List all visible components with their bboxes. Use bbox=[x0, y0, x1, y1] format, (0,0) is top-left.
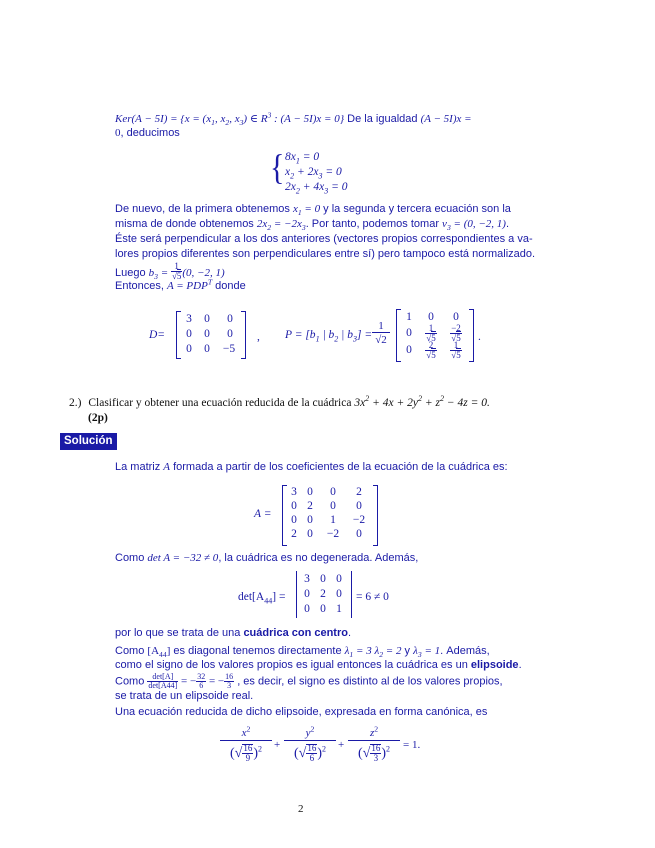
matrix-a bbox=[282, 485, 378, 545]
det-cell: 0 bbox=[320, 573, 326, 585]
a-cell: 0 bbox=[307, 528, 313, 540]
d-cell: 0 bbox=[227, 328, 233, 340]
problem-2-points: (2p) bbox=[88, 412, 108, 424]
p-scalar: 1 √2 bbox=[372, 320, 390, 347]
ker-expression: $Ker(A - 5I) = \{x = (x_1$, $x_2$, $x_3$) ∈ $R^3$ : (A − 5I)x = 0} bbox=[115, 110, 345, 128]
sol-line-5: como el signo de los valores propios es igual entonces la cuádrica es un elipsoide. bbox=[115, 659, 522, 671]
d-cell: 3 bbox=[186, 313, 192, 325]
d-cell: 0 bbox=[186, 328, 192, 340]
a-cell: −2 bbox=[326, 528, 340, 540]
term-x: $x^2$ (√ $\frac{16}{9}$ )$^2$ bbox=[220, 726, 272, 767]
ker-equation: (A − 5I)x = bbox=[420, 113, 472, 125]
p-frac: $\frac{1}{√5}$ bbox=[426, 323, 436, 343]
p-frac: $\frac{1}{√5}$ bbox=[451, 340, 461, 360]
det-cell: 0 bbox=[304, 603, 310, 615]
para2-line-4: lores propios diferentes son perpendiculares entre sí) pero tampoco está normalizado. bbox=[115, 248, 536, 260]
para2-line-1: De nuevo, de la primera obtenemos $x_1 = 0$ y la segunda y tercera ecuación son la bbox=[115, 203, 511, 218]
a-cell: 2 bbox=[307, 500, 313, 512]
det-cell: 2 bbox=[320, 588, 326, 600]
d-label: D= bbox=[149, 329, 166, 341]
p-dot: . bbox=[478, 331, 481, 343]
deducimos-line: 0, deducimos bbox=[115, 127, 180, 139]
p-frac: $\frac{-2}{√5}$ bbox=[451, 323, 461, 343]
a-cell: 0 bbox=[291, 514, 297, 526]
term-y: $y^2$ (√ $\frac{16}{6}$ )$^2$ bbox=[284, 726, 336, 767]
system-brace: { bbox=[270, 147, 285, 188]
sol-line-6: Como $\frac{\det[A]}{\det[A44]}$ = − $\frac{32}{6}$ = − $\frac{16}{3}$ , es decir, el signo es distinto al de los valores propios, bbox=[115, 672, 503, 690]
p-cell: 0 bbox=[406, 344, 412, 356]
sol-line-2: Como det A = −32 ≠ 0, la cuádrica es no degenerada. Además, bbox=[115, 552, 419, 564]
problem-number: 2.) bbox=[69, 397, 82, 409]
sol-line-4: Como $[A_{44}]$ es diagonal tenemos directamente $\lambda_1 = 3$ $\lambda_2 = 2$ y $\lambda_3 = 1$. Además, bbox=[115, 645, 490, 660]
d-cell: 0 bbox=[204, 328, 210, 340]
a-cell: 0 bbox=[307, 486, 313, 498]
matrix-p bbox=[396, 309, 474, 361]
d-cell: 0 bbox=[186, 343, 192, 355]
det-cell: 0 bbox=[336, 573, 342, 585]
det-cell: 0 bbox=[336, 588, 342, 600]
canonical-equation: $x^2$ (√ $\frac{16}{9}$ )$^2$ + $y^2$ (√ $\frac{16}{6}$ )$^2$ + $z^2$ (√ $\frac{16}{3}$ )$^2$ = 1. bbox=[220, 726, 420, 776]
d-cell: 0 bbox=[204, 343, 210, 355]
det-matrix bbox=[296, 571, 352, 619]
d-cell: 0 bbox=[227, 313, 233, 325]
d-cell: 0 bbox=[204, 313, 210, 325]
para2-line-3: Éste será perpendicular a los dos anteriores (vectores propios correspondientes a va- bbox=[115, 233, 533, 245]
a-cell: 2 bbox=[356, 486, 362, 498]
p-cell: 0 bbox=[428, 311, 434, 323]
solution-header: Solución bbox=[60, 433, 117, 450]
det-cell: 0 bbox=[320, 603, 326, 615]
d-comma: , bbox=[257, 331, 260, 343]
det-cell: 0 bbox=[304, 588, 310, 600]
det-result: = 6 ≠ 0 bbox=[356, 591, 389, 603]
system-eq-1: $8x_1 = 0$ bbox=[285, 151, 320, 166]
system-eq-3: $2x_2 + 4x_3 = 0$ bbox=[285, 181, 348, 196]
a-cell: −2 bbox=[352, 514, 366, 526]
a-cell: 1 bbox=[330, 514, 336, 526]
para2-line-6: Entonces, $A = PDP^T$ donde bbox=[115, 277, 246, 292]
para2-line-2: misma de donde obtenemos $2x_2 = -2x_3$. Por tanto, podemos tomar $v_3 = (0$, −2, 1). bbox=[115, 218, 510, 233]
a-cell: 0 bbox=[330, 500, 336, 512]
sol-line-7: se trata de un elipsoide real. bbox=[115, 690, 254, 702]
page-number: 2 bbox=[298, 803, 304, 815]
p-frac: $\frac{2}{√5}$ bbox=[426, 340, 436, 360]
matrix-d bbox=[176, 311, 246, 359]
a-cell: 0 bbox=[291, 500, 297, 512]
a-label: A = bbox=[254, 508, 272, 520]
sol-line-1: La matriz A formada a partir de los coeficientes de la ecuación de la cuádrica es: bbox=[115, 461, 508, 473]
p-cell: 1 bbox=[406, 311, 412, 323]
a-cell: 3 bbox=[291, 486, 297, 498]
a-cell: 0 bbox=[330, 486, 336, 498]
a-cell: 2 bbox=[291, 528, 297, 540]
a-cell: 0 bbox=[356, 500, 362, 512]
p-cell: 0 bbox=[453, 311, 459, 323]
sol-line-3: por lo que se trata de una cuádrica con centro. bbox=[115, 627, 352, 639]
system-eq-2: $x_2 + 2x_3 = 0$ bbox=[285, 166, 342, 181]
ker-line bbox=[115, 110, 535, 128]
det-label: $\det[A_{44}]$ = bbox=[238, 591, 286, 606]
p-cell: 0 bbox=[406, 327, 412, 339]
det-cell: 1 bbox=[336, 603, 342, 615]
term-z: $z^2$ (√ $\frac{16}{3}$ )$^2$ bbox=[348, 726, 400, 767]
sol-line-8: Una ecuación reducida de dicho elipsoide, expresada en forma canónica, es bbox=[115, 706, 488, 718]
det-cell: 3 bbox=[304, 573, 310, 585]
problem-2-statement: 2.) Clasificar y obtener una ecuación reducida de la cuádrica $3x^2 + 4x + 2y^2 + z^2 - 4z = 0$. bbox=[69, 394, 490, 409]
para2-line-5: Luego $b_3$ = $\frac{1}{√5}$ (0, −2, 1) bbox=[115, 261, 225, 282]
d-cell: −5 bbox=[222, 343, 236, 355]
p-definition: $P = [b_1$ | $b_2$ | $b_3$] = bbox=[285, 329, 373, 344]
a-cell: 0 bbox=[307, 514, 313, 526]
ker-text: De la igualdad bbox=[344, 113, 421, 125]
a-cell: 0 bbox=[356, 528, 362, 540]
